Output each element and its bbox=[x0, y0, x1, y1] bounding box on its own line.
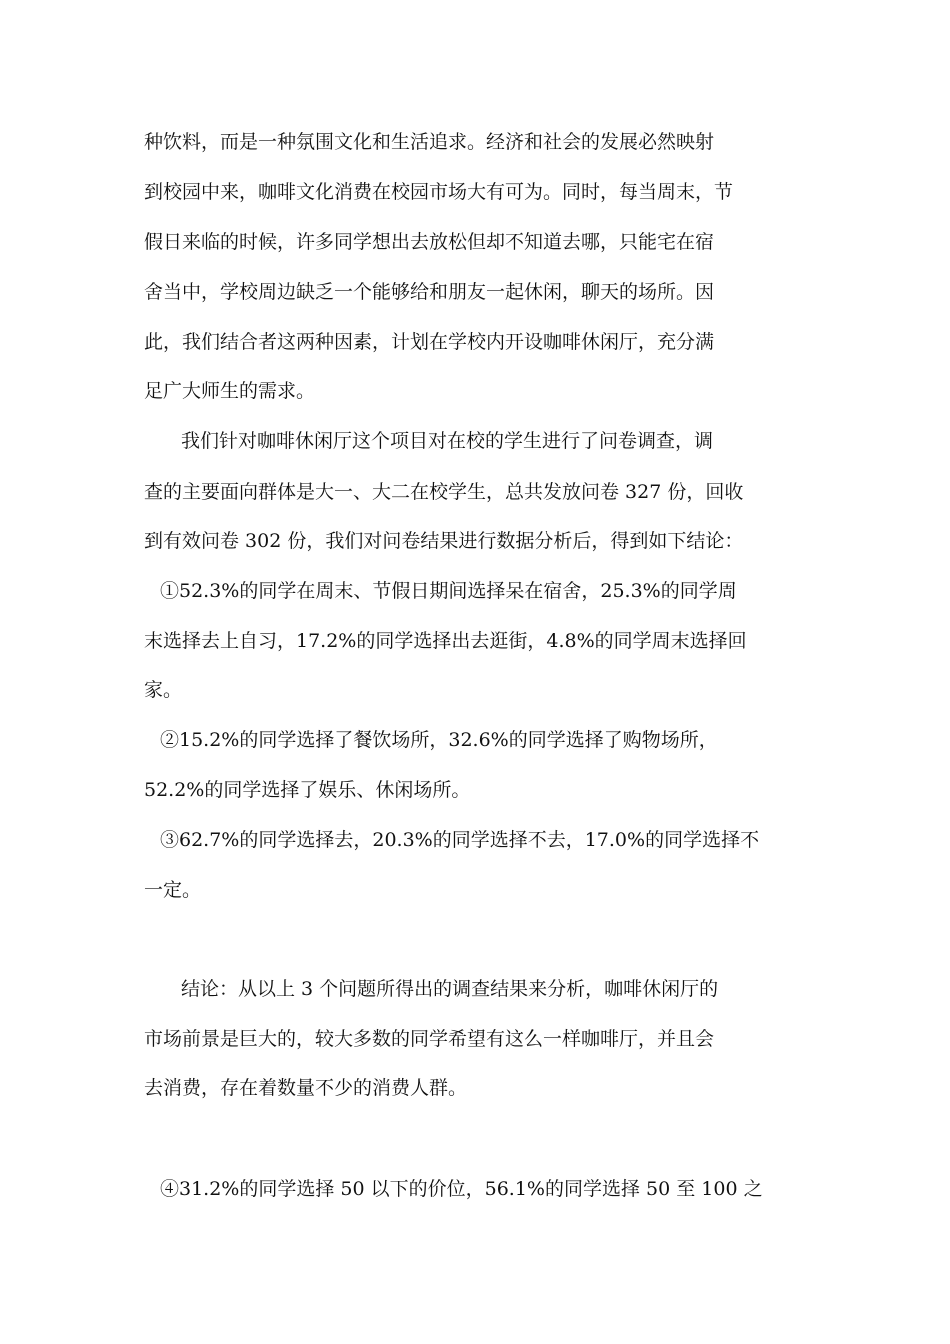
text-line: ③62.7%的同学选择去，20.3%的同学选择不去，17.0%的同学选择不 bbox=[160, 829, 760, 851]
text-line: ④31.2%的同学选择 50 以下的价位，56.1%的同学选择 50 至 100 之 bbox=[160, 1178, 763, 1200]
text-line: 我们针对咖啡休闲厅这个项目对在校的学生进行了问卷调查，调 bbox=[181, 430, 714, 452]
text-line: 舍当中，学校周边缺乏一个能够给和朋友一起休闲，聊天的场所。因 bbox=[144, 281, 715, 303]
text-line: 到校园中来，咖啡文化消费在校园市场大有可为。同时，每当周末，节 bbox=[144, 181, 734, 203]
text-line: ①52.3%的同学在周末、节假日期间选择呆在宿舍，25.3%的同学周 bbox=[160, 580, 737, 602]
text-line: 去消费，存在着数量不少的消费人群。 bbox=[144, 1077, 468, 1099]
text-line: 足广大师生的需求。 bbox=[144, 380, 316, 402]
text-line: 种饮料，而是一种氛围文化和生活追求。经济和社会的发展必然映射 bbox=[144, 131, 715, 153]
text-line: 结论：从以上 3 个问题所得出的调查结果来分析，咖啡休闲厅的 bbox=[181, 978, 719, 1000]
text-line: 一定。 bbox=[144, 879, 202, 901]
text-line: 到有效问卷 302 份，我们对问卷结果进行数据分析后，得到如下结论： bbox=[144, 530, 744, 552]
text-line: 此，我们结合者这两种因素，计划在学校内开设咖啡休闲厅，充分满 bbox=[144, 331, 715, 353]
text-line: 家。 bbox=[144, 679, 183, 701]
text-line: 末选择去上自习，17.2%的同学选择出去逛街，4.8%的同学周末选择回 bbox=[144, 630, 747, 652]
text-line: 市场前景是巨大的，较大多数的同学希望有这么一样咖啡厅，并且会 bbox=[144, 1028, 715, 1050]
text-line: 查的主要面向群体是大一、大二在校学生，总共发放问卷 327 份，回收 bbox=[144, 481, 744, 503]
text-line: ②15.2%的同学选择了餐饮场所，32.6%的同学选择了购物场所， bbox=[160, 729, 718, 751]
text-line: 52.2%的同学选择了娱乐、休闲场所。 bbox=[144, 779, 471, 801]
text-line: 假日来临的时候，许多同学想出去放松但却不知道去哪，只能宅在宿 bbox=[144, 231, 715, 253]
